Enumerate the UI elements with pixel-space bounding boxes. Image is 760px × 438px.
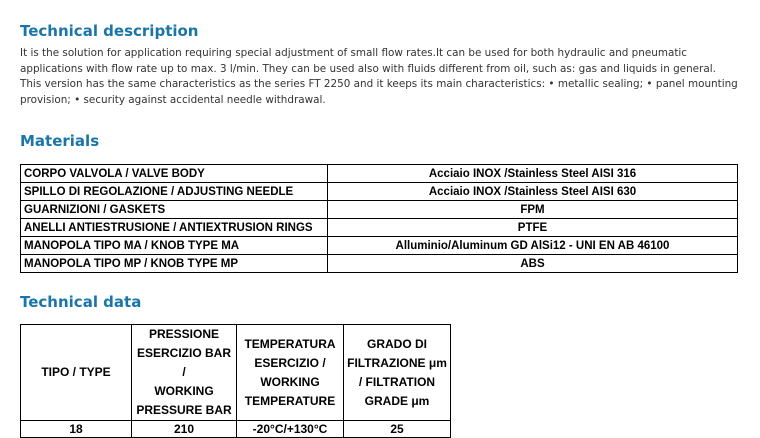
header-line: PRESSURE BAR (136, 403, 232, 417)
material-value: Acciaio INOX /Stainless Steel AISI 630 (328, 183, 738, 201)
header-filtration-grade (344, 325, 451, 421)
header-line: PRESSIONE (148, 327, 220, 341)
material-part: ANELLI ANTIESTRUSIONE / ANTIEXTRUSION RINGS (21, 219, 328, 237)
header-line: TEMPERATURE (244, 393, 336, 408)
header-line: GRADE μm (364, 393, 430, 408)
materials-row (21, 219, 738, 237)
cell-type: 18 (21, 421, 132, 438)
header-working-pressure (132, 325, 237, 421)
material-value: Alluminio/Aluminum GD AlSi12 - UNI EN AB 46100 (328, 237, 738, 255)
technical-data-heading: Technical data (20, 293, 142, 311)
cell-filtration: 25 (344, 421, 451, 438)
material-part: MANOPOLA TIPO MP / KNOB TYPE MP (21, 255, 328, 273)
header-line: / FILTRATION (358, 374, 436, 389)
technical-data-row (21, 421, 451, 438)
material-part: MANOPOLA TIPO MA / KNOB TYPE MA (21, 237, 328, 255)
header-line: FILTRAZIONE μm (347, 355, 447, 370)
materials-row (21, 237, 738, 255)
header-line: ESERCIZIO BAR / (136, 346, 231, 379)
header-type (21, 325, 132, 421)
materials-row (21, 183, 738, 201)
materials-row (21, 255, 738, 273)
material-value: ABS (328, 255, 738, 273)
header-line: TEMPERATURA (244, 336, 336, 351)
cell-pressure: 210 (132, 421, 237, 438)
materials-heading: Materials (20, 132, 100, 150)
technical-data-table (20, 324, 451, 438)
technical-description-heading: Technical description (20, 22, 199, 40)
material-part: CORPO VALVOLA / VALVE BODY (21, 165, 328, 183)
header-line: TIPO / TYPE (41, 365, 111, 379)
technical-description-text (20, 46, 738, 108)
material-value: FPM (328, 201, 738, 219)
header-line: ESERCIZIO / (254, 355, 326, 370)
header-line: WORKING (260, 374, 320, 389)
header-line: WORKING (154, 384, 214, 398)
technical-data-header-row (21, 325, 451, 421)
materials-table (20, 164, 738, 273)
materials-row (21, 165, 738, 183)
cell-temperature: -20°C/+130°C (237, 421, 344, 438)
material-value: PTFE (328, 219, 738, 237)
header-working-temperature (237, 325, 344, 421)
description-paragraph: It is the solution for application requiring special adjustment of small flow rates.It can be used for both hydraulic and pneumatic applications with flow rate up to max. 3 l/min. They can be used also with fluids different from oil, such as: gas and liquids in general. This version has the same characteristics as the series FT 2250 and it keeps its main characteristics: • metallic sealing; • panel mounting provision; • security against accidental needle withdrawal. (20, 47, 738, 106)
material-part: GUARNIZIONI / GASKETS (21, 201, 328, 219)
header-line: GRADO DI (367, 336, 427, 351)
material-part: SPILLO DI REGOLAZIONE / ADJUSTING NEEDLE (21, 183, 328, 201)
material-value: Acciaio INOX /Stainless Steel AISI 316 (328, 165, 738, 183)
materials-row (21, 201, 738, 219)
